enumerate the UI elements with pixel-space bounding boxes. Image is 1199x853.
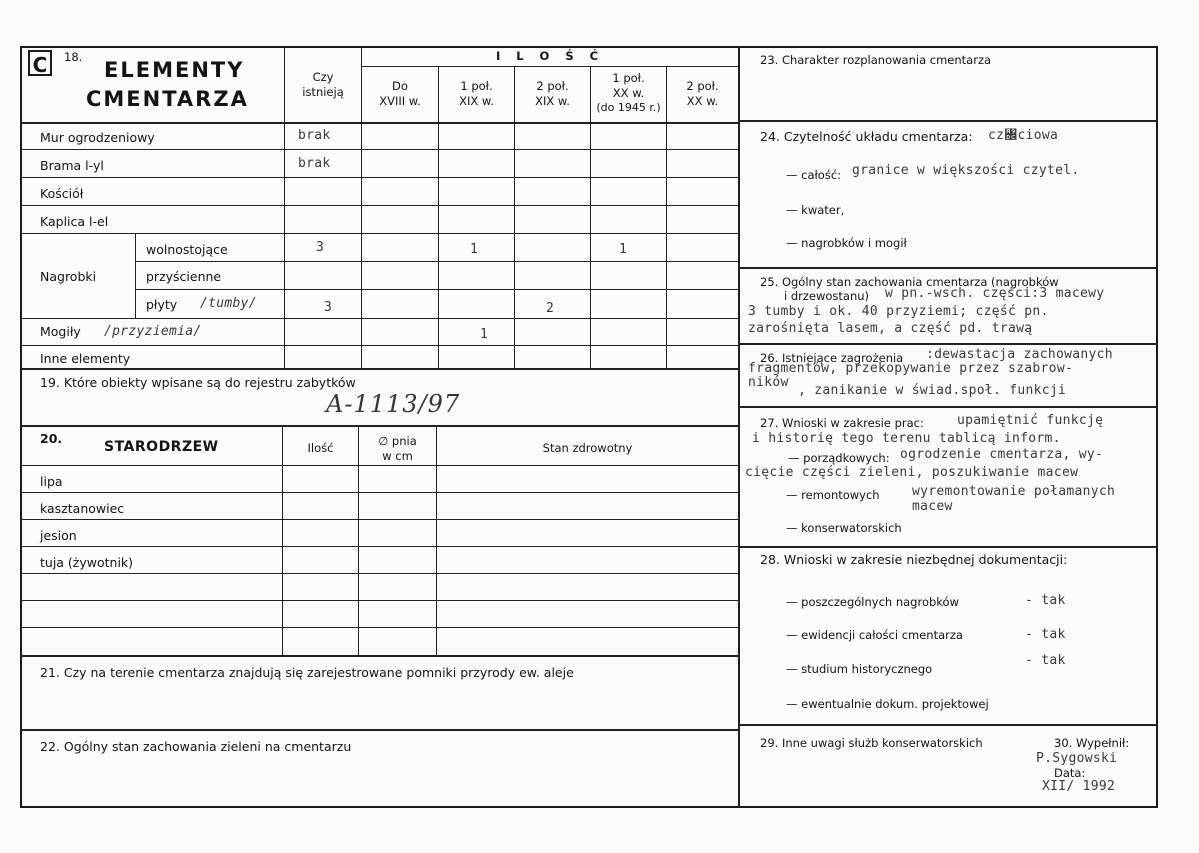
row-label-inne: Inne elementy [40,351,131,366]
q26-value-line4: , zanikanie w świad.społ. funkcji [798,383,1067,398]
q27-value-line1: upamiętnić funkcję [957,413,1104,428]
czy-header-line2: istnieją [302,85,344,99]
q20-number: 20. [40,431,63,446]
q30-date-label: Data: [1054,766,1086,780]
q27-label: 27. Wnioski w zakresie prac: [760,416,924,430]
row-label-nagrobki: Nagrobki [40,269,97,284]
q25-value-line1: w pn.-wsch. części:3 macewy [885,286,1105,301]
period-header-5: 2 poł. [686,79,719,93]
czy-header-line1: Czy [312,70,334,84]
q24-value: cz꧜ciowa [988,128,1059,143]
q27-remontowych-value: wyremontowanie połamanych [912,484,1116,499]
row-label-mur: Mur ogrodzeniowy [40,130,155,145]
wolnostojace-p4-value: 1 [619,242,628,257]
period-header-4: 1 poł. [612,71,645,85]
q25-value-line3: zarośnięta lasem, a część pd. trawą [748,321,1033,336]
q20-stan-header: Stan zdrowotny [542,441,633,455]
q28-value-nagrobkow: - tak [1025,593,1066,608]
mur-czy-value: brak [298,128,331,143]
q28-item-ewidencji: — ewidencji całości cmentarza [786,628,963,642]
row-label-kaplica: Kaplica l-el [40,214,109,229]
q30-date: XII/ 1992 [1042,779,1116,794]
q28-item-studium: — studium historycznego [786,662,933,676]
row-label-plyty: płyty [146,297,178,312]
q27-remontowych-label: — remontowych [786,488,880,502]
q25-value-line2: 3 tumby i ok. 40 przyziemi; część pn. [748,304,1049,319]
q20-title: STARODRZEW [104,439,219,455]
wolnostojace-p2-value: 1 [470,242,479,257]
row-label-brama: Brama l-yl [40,158,104,173]
plyty-p3-value: 2 [546,301,555,316]
q24-label: 24. Czytelność układu cmentarza: [760,129,973,144]
cemetery-record-card: C 18. ELEMENTY CMENTARZA Czy istnieją I L O Ś Ć Do XVIII w. 1 poł. XIX w. 2 poł. XIX w. 1 poł. XX w. (do 1945 r.) 2 poł. XX w. Mur ogrodzeniowy brak Brama l-yl brak Kościół Kaplica l-el Nagrobki wolnostojące 3 1 1 przyścienne płyty /tumby/ 3 2 Mogiły /przyziemia/ 1 Inne elementy 19. Które obiekty wpisane są do rejestru zabytków A-1113/97 20. STARODRZEW Ilość ∅ pnia w cm Stan zdrowotny lipa kasztanowiec jesion tuja (żywotnik) 21. Czy na terenie cmentarza znajdują się zarejestrowane pomniki przyrody ew. aleje 22. Ogólny stan zachowania zieleni na cmentarzu 23. Charakter rozplanowania cmentarza 24. Czytelność układu cmentarza: cz꧜ciowa — całość: granice w większości czytel. — kwater, — nagrobków i mogił 25. Ogólny stan zachowania cmentarza (nagrobków i drzewostanu) w pn.-wsch. części:3 macewy 3 tumby i ok. 40 przyziemi; część pn. zarośnięta lasem, a część pd. trawą 26. Istniejące zagrożenia :dewastacja zachowanych fragmentów, przekopywanie przez szabrow- ników , zanikanie w świad.społ. funkcji 27. Wnioski w zakresie prac: upamiętnić funkcję i historię tego terenu tablicą inform. — porządkowych: ogrodzenie cmentarza, wy- cięcie części zieleni, poszukiwanie macew — remontowych wyremontowanie połamanych macew — konserwatorskich 28. Wnioski w zakresie niezbędnej dokumentacji: — poszczególnych nagrobków - tak — ewidencji całości cmentarza - tak — studium historycznego - tak — ewentualnie dokum. projektowej 29. Inne uwagi służb konserwatorskich 30. Wypełnił: P.Sygowski Data: XII/ 1992 [0,0,1199,853]
q30-name: P.Sygowski [1036,751,1118,766]
q27-porzadkowych-label: — porządkowych: [788,451,890,465]
brama-czy-value: brak [298,156,331,171]
q24-kwater-label: — kwater, [786,203,845,217]
q19-label: 19. Które obiekty wpisane są do rejestru zabytków [40,375,356,390]
tree-row-lipa: lipa [40,474,63,489]
tree-row-kasztanowiec: kasztanowiec [40,501,125,516]
section-number: 18. [64,50,83,64]
tree-row-tuja: tuja (żywotnik) [40,555,134,570]
q30-label: 30. Wypełnił: [1054,736,1130,750]
wolnostojace-czy-value: 3 [316,240,325,255]
tree-row-jesion: jesion [40,528,77,543]
q27-porzadkowych-value: ogrodzenie cmentarza, wy- [900,447,1104,462]
q28-item-nagrobkow: — poszczególnych nagrobków [786,595,959,609]
section-title-line1: ELEMENTY [104,58,245,82]
period-header-3: 2 poł. [536,79,569,93]
mogily-extra: /przyziemia/ [104,324,202,339]
q19-value: A-1113/97 [326,390,461,418]
q21-label: 21. Czy na terenie cmentarza znajdują się zarejestrowane pomniki przyrody ew. aleje [40,665,574,680]
q20-ilosc-header: Ilość [307,441,334,455]
q20-pnia-header: ∅ pnia [378,434,417,448]
ilosc-header: I L O Ś Ć [495,49,605,63]
q27-value-line2: i historię tego terenu tablicą inform. [752,431,1061,446]
q25-label: 25. Ogólny stan zachowania cmentarza (nagrobków [760,275,1059,289]
q24-nagrobkow-label: — nagrobków i mogił [786,236,907,250]
q28-value-ewidencji: - tak [1025,627,1066,642]
q28-item-projektowej: — ewentualnie dokum. projektowej [786,697,989,711]
section-letter-box: C [28,50,52,76]
row-label-mogily: Mogiły [40,324,81,339]
q27-porzadkowych-value2: cięcie części zieleni, poszukiwanie macew [745,465,1079,480]
q24-calosc-label: — całość: [786,168,842,182]
q22-label: 22. Ogólny stan zachowania zieleni na cmentarzu [40,739,352,754]
row-label-kosciol: Kościół [40,186,84,201]
q26-value-line3: ników [748,375,789,390]
q28-value-studium: - tak [1025,653,1066,668]
period-header-1: Do [392,79,408,93]
q26-label: 26. Istniejące zagrożenia [760,351,904,365]
q24-calosc-value: granice w większości czytel. [852,163,1080,178]
q26-value-line1: :dewastacja zachowanych [926,347,1113,362]
row-label-przyscienne: przyścienne [146,269,222,284]
row-label-wolnostojace: wolnostojące [146,242,228,257]
q26-value-line2: fragmentów, przekopywanie przez szabrow- [748,361,1074,376]
period-header-2: 1 poł. [460,79,493,93]
q29-label: 29. Inne uwagi służb konserwatorskich [760,736,983,750]
mogily-p2-value: 1 [480,327,489,342]
column-divider [738,46,740,808]
plyty-czy-value: 3 [324,300,333,315]
plyty-extra: /tumby/ [200,296,257,311]
q23-label: 23. Charakter rozplanowania cmentarza [760,53,992,67]
section-title-line2: CMENTARZA [86,87,249,111]
q27-konserwatorskich-label: — konserwatorskich [786,521,902,535]
q28-label: 28. Wnioski w zakresie niezbędnej dokumentacji: [760,552,1068,567]
